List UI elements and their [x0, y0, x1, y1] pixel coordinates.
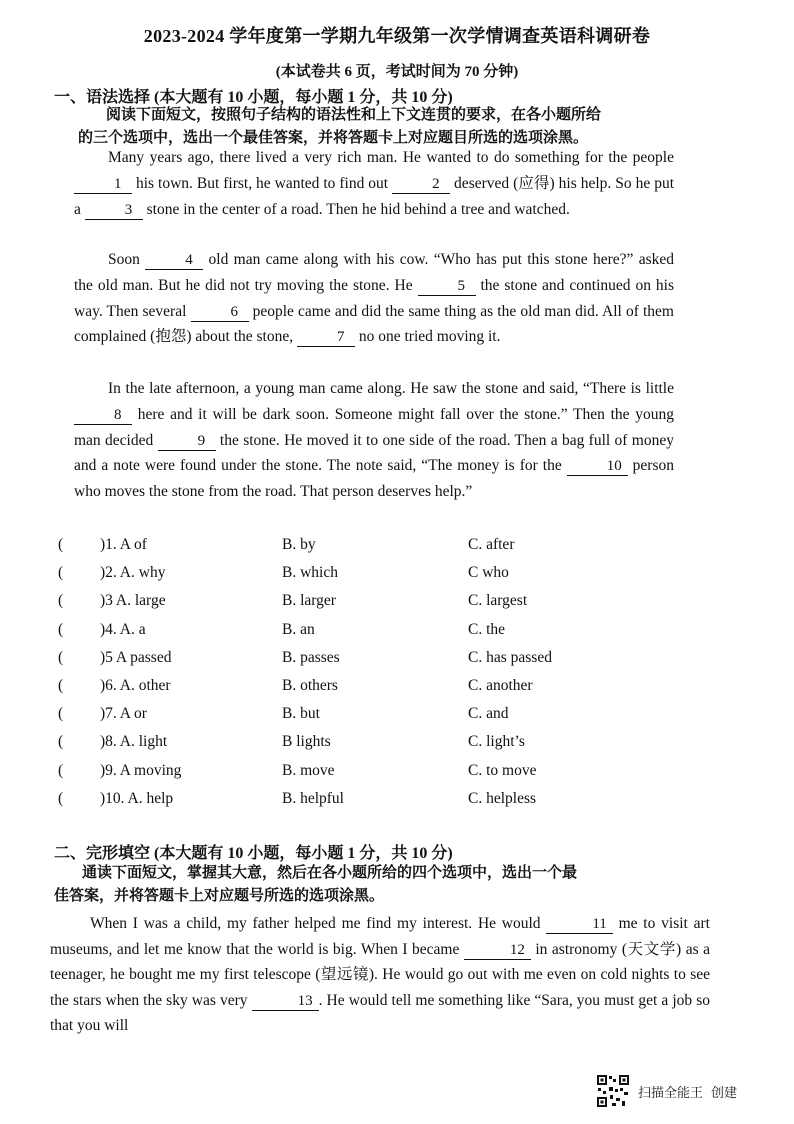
- question-row-4[interactable]: [58, 621, 658, 649]
- section2-instruction: [54, 862, 734, 908]
- passage-text: here and it will be dark soon. Someone might fall over the stone.” Then the young man decided: [74, 405, 674, 449]
- passage-text: the stone and continued on his way. Then several: [74, 276, 674, 320]
- passage-text: When I was a child, my father helped me find my interest. He would: [90, 915, 547, 932]
- option-b[interactable]: B. passes: [282, 648, 340, 666]
- option-a[interactable]: )1. A of: [100, 536, 147, 553]
- passage1-paragraph3: [74, 376, 674, 505]
- option-b[interactable]: B. others: [282, 676, 338, 694]
- blank-9: 9: [158, 433, 216, 451]
- passage-text: person who moves the stone from the road. That person deserves help.”: [74, 457, 674, 501]
- passage-text: deserved (应得) his help. So he put a: [74, 174, 674, 218]
- question-row-10[interactable]: [58, 790, 658, 818]
- option-c[interactable]: C. has passed: [468, 648, 552, 666]
- blank-11: 11: [546, 916, 612, 934]
- blank-5: 5: [418, 278, 476, 296]
- question-row-6[interactable]: [58, 677, 658, 705]
- question-row-7[interactable]: [58, 705, 658, 733]
- option-c[interactable]: C. another: [468, 676, 533, 694]
- answer-paren: (: [58, 564, 64, 582]
- option-b[interactable]: B. helpful: [282, 789, 344, 807]
- answer-paren: (: [58, 789, 64, 807]
- blank-8: 8: [74, 407, 132, 425]
- passage1-paragraph2: [74, 247, 674, 350]
- passage-text: Soon: [108, 251, 146, 268]
- passage-text: in astronomy (天文学) as a teenager, he bought me my first telescope (望远镜). He would go out with me even on cold nights to see the stars when the sky was very: [50, 940, 711, 1009]
- option-c[interactable]: C who: [468, 564, 509, 582]
- option-a[interactable]: )9. A moving: [100, 761, 182, 779]
- answer-paren: (: [58, 705, 64, 723]
- option-c[interactable]: C. and: [468, 705, 509, 723]
- exam-subtitle: (本试卷共 6 页，考试时间为 70 分钟): [275, 64, 519, 80]
- option-c[interactable]: C. to move: [468, 761, 537, 779]
- section1-instruction: [78, 104, 728, 150]
- option-c[interactable]: C. largest: [468, 592, 528, 610]
- passage1-paragraph1: [74, 145, 674, 222]
- scanner-action: 创建: [711, 1085, 738, 1101]
- blank-1: 1: [74, 176, 132, 194]
- options-list: [58, 536, 658, 818]
- blank-4: 4: [145, 252, 203, 270]
- passage-text: old man came along with his cow. “Who has put this stone here?” asked the old man. But he did not try moving the stone. He: [74, 251, 674, 294]
- option-b[interactable]: B. which: [282, 564, 338, 582]
- option-b[interactable]: B. larger: [282, 592, 336, 610]
- blank-10: 10: [567, 458, 628, 476]
- passage-text: his town. But first, he wanted to find out: [132, 174, 393, 192]
- question-row-1[interactable]: [58, 536, 658, 564]
- blank-2: 2: [392, 176, 450, 194]
- option-a[interactable]: )7. A or: [100, 705, 147, 723]
- option-b[interactable]: B. move: [282, 761, 335, 779]
- section1-heading: 一、语法选择 (本大题有 10 小题，每小题 1 分，共 10 分): [54, 89, 453, 106]
- option-a[interactable]: )6. A. other: [100, 676, 171, 694]
- option-a[interactable]: )8. A. light: [100, 733, 168, 751]
- blank-13: 13: [252, 993, 319, 1011]
- passage-text: no one tried moving it.: [354, 328, 501, 346]
- section1-instruction-line1: 阅读下面短文，按照句子结构的语法性和上下文连贯的要求，在各小题所给: [106, 107, 602, 123]
- question-row-9[interactable]: [58, 762, 658, 790]
- exam-title: 2023-2024 学年度第一学期九年级第一次学情调查英语科调研卷: [143, 26, 651, 46]
- option-a[interactable]: )3 A. large: [100, 592, 166, 610]
- option-b[interactable]: B lights: [282, 733, 331, 751]
- option-b[interactable]: B. an: [282, 620, 315, 638]
- passage-text: Many years ago, there lived a very rich man. He wanted to do something for the people: [108, 149, 674, 166]
- section1-instruction-line2: 的三个选项中，选出一个最佳答案，并将答题卡上对应题目所选的选项涂黑。: [78, 130, 589, 146]
- passage2-paragraph1: [50, 911, 710, 1039]
- option-c[interactable]: C. helpless: [468, 789, 537, 807]
- question-row-8[interactable]: [58, 733, 658, 761]
- scanner-watermark: [596, 1072, 737, 1110]
- option-a[interactable]: )10. A. help: [100, 789, 174, 807]
- answer-paren: (: [58, 620, 64, 638]
- option-b[interactable]: B. but: [282, 705, 320, 723]
- answer-paren: (: [58, 761, 64, 779]
- passage-text: the stone. He moved it to one side of the road. Then a bag full of money and a note were found under the stone. The note said, “The money is for the: [74, 431, 674, 475]
- section2-instruction-line2: 佳答案，并将答题卡上对应题号所选的选项涂黑。: [54, 888, 385, 904]
- option-a[interactable]: )4. A. a: [100, 620, 146, 638]
- watermark-text: [638, 1082, 737, 1101]
- answer-paren: (: [58, 592, 64, 610]
- answer-paren: (: [58, 676, 64, 694]
- option-a[interactable]: )5 A passed: [100, 648, 172, 666]
- blank-7: 7: [297, 329, 355, 347]
- option-c[interactable]: C. the: [468, 620, 506, 638]
- passage-text: . He would tell me something like “Sara, you must get a job so that you will: [50, 991, 710, 1034]
- question-row-2[interactable]: [58, 564, 658, 592]
- passage-text: people came and did the same thing as the old man did. All of them complained (抱怨) about the stone,: [74, 302, 674, 346]
- option-c[interactable]: C. light’s: [468, 733, 525, 751]
- qr-code-icon: [596, 1074, 630, 1108]
- option-b[interactable]: B. by: [282, 536, 316, 553]
- section2-heading: 二、完形填空 (本大题有 10 小题，每小题 1 分，共 10 分): [54, 845, 453, 862]
- answer-paren: (: [58, 536, 64, 553]
- passage-text: me to visit art museums, and let me know that the world is big. When I became: [50, 915, 710, 958]
- blank-12: 12: [464, 942, 531, 960]
- passage-text: stone in the center of a road. Then he hid behind a tree and watched.: [142, 200, 570, 218]
- question-row-3[interactable]: [58, 592, 658, 620]
- option-c[interactable]: C. after: [468, 536, 515, 553]
- section2-instruction-line1: 通读下面短文，掌握其大意，然后在各小题所给的四个选项中，选出一个最: [82, 865, 578, 881]
- question-row-5[interactable]: [58, 649, 658, 677]
- passage-text: In the late afternoon, a young man came along. He saw the stone and said, “There is little: [108, 380, 674, 397]
- answer-paren: (: [58, 648, 64, 666]
- blank-3: 3: [85, 202, 143, 220]
- answer-paren: (: [58, 733, 64, 751]
- blank-6: 6: [191, 304, 249, 322]
- option-a[interactable]: )2. A. why: [100, 564, 166, 582]
- scanner-app-name: 扫描全能王: [638, 1085, 704, 1101]
